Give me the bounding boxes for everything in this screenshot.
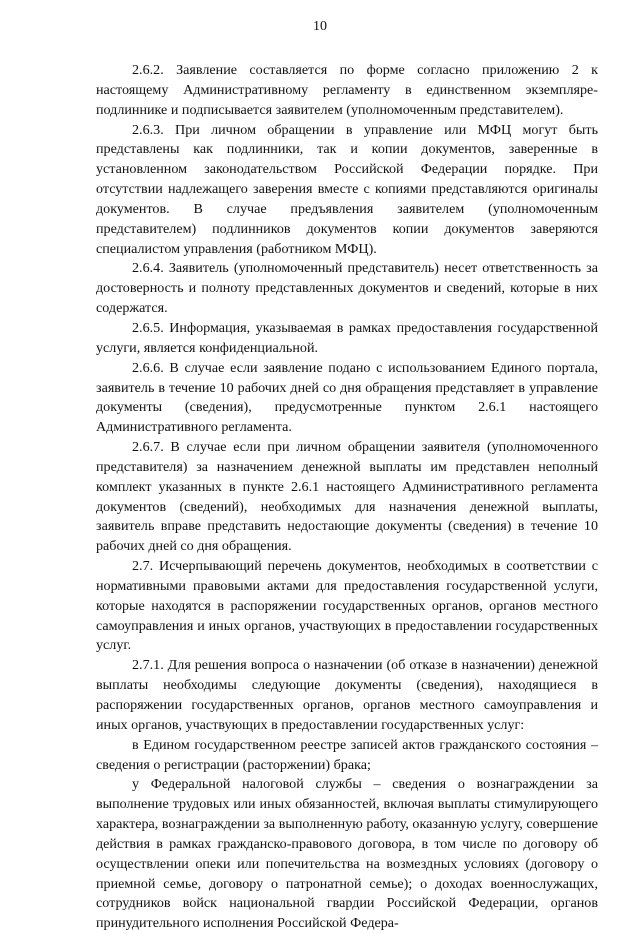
paragraph-2-6-5: 2.6.5. Информация, указываемая в рамках предоставления государственной услуги, является конфиденциальной.: [96, 319, 598, 356]
document-body: [96, 61, 598, 934]
paragraph-2-6-3: 2.6.3. При личном обращении в управление или МФЦ могут быть представлены как подлинники, так и копии документов, заверенные в установленном законодательством Российской Федерации порядке. При отсутствии надлежащего заверения вместе с копиями представляются оригиналы документов. В случае предъявления заявителем (уполномоченным представителем) подлинников документов копии документов заверяются специалистом управления (работником МФЦ).: [96, 121, 598, 257]
paragraph-tax-service: у Федеральной налоговой службы – сведения о вознаграждении за выполнение трудовых или иных обязанностей, включая выплаты стимулирующего характера, вознаграждении за выполненную работу, оказанную услугу, совершение действия в рамках гражданско-правового договора, в том числе по договору об осуществлении опеки или попечительства на возмездных условиях (договору о приемной семье, договору о патронатной семье); о доходах военнослужащих, сотрудников войск национальной гвардии Российской Федерации, органов принудительного исполнения Российской Федера-: [96, 776, 598, 932]
page-number: 10: [313, 19, 327, 34]
paragraph-civil-registry: в Едином государственном реестре записей актов гражданского состояния – сведения о регистрации (расторжении) брака;: [96, 736, 598, 773]
paragraph-2-7-1: 2.7.1. Для решения вопроса о назначении (об отказе в назначении) денежной выплаты необходимы следующие документы (сведения), находящиеся в распоряжении государственных органов, органов местного самоуправления и иных органов, участвующих в предоставлении государственных услуг:: [96, 657, 598, 733]
paragraph-2-6-4: 2.6.4. Заявитель (уполномоченный представитель) несет ответственность за достоверность и полноту представленных документов и сведений, которые в них содержатся.: [96, 260, 598, 317]
paragraph-2-7: 2.7. Исчерпывающий перечень документов, необходимых в соответствии с нормативными правовыми актами для предоставления государственной услуги, которые находятся в распоряжении государственных органов, органов местного самоуправления и иных органов, участвующих в предоставлении государственных услуг.: [96, 558, 598, 654]
paragraph-2-6-6: 2.6.6. В случае если заявление подано с использованием Единого портала, заявитель в течение 10 рабочих дней со дня обращения представляет в управление документы (сведения), предусмотренные пунктом 2.6.1 настоящего Административного регламента.: [96, 359, 598, 436]
paragraph-2-6-2: 2.6.2. Заявление составляется по форме согласно приложению 2 к настоящему Административному регламенту в единственном экземпляре-подлиннике и подписывается заявителем (уполномоченным представителем).: [96, 62, 598, 118]
paragraph-2-6-7: 2.6.7. В случае если при личном обращении заявителя (уполномоченного представителя) за назначением денежной выплаты им представлен неполный комплект указанных в пункте 2.6.1 настоящего Административного регламента документов (сведений), необходимых для назначения денежной выплаты, заявитель вправе представить недостающие документы (сведения) в течение 10 рабочих дней со дня обращения.: [96, 439, 598, 555]
